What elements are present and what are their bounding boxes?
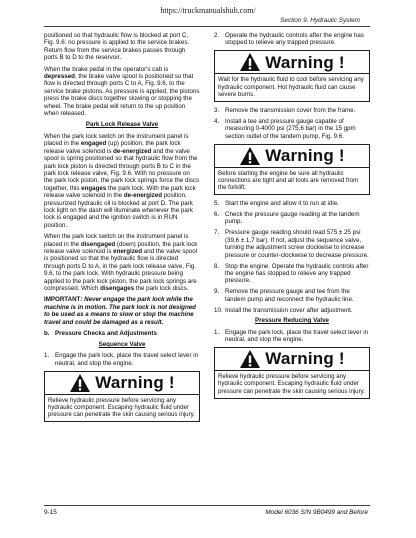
subsection-b: b. Pressure Checks and Adjustments <box>44 330 157 338</box>
model-footer: Model 6036 S/N 9B0499 and Before <box>265 509 368 516</box>
warning-triangle-icon <box>239 146 261 166</box>
step-7: 7. Pressure gauge reading should read 575 ± 25 psi (39,6 ± 1,7 bar). If not, adjust the sequence valve, turning the adjustment screw clockwise to increase pressure or counter-clockwise to decrease pressure. <box>214 229 369 259</box>
warning-header <box>215 145 369 168</box>
warning-box <box>214 50 370 102</box>
right-column <box>214 32 370 404</box>
step-10: 10. Install the transmission cover after adjustment. <box>214 306 353 314</box>
step-6: 6. Check the pressure gauge reading at the tandem pump. <box>214 211 360 226</box>
warning-box <box>44 371 200 423</box>
step-9: 9. Remove the pressure gauge and tee from the tandem pump and reconnect the hydraulic line. <box>214 288 354 303</box>
warning-header <box>215 348 369 371</box>
header-rule <box>44 26 370 27</box>
section-header: Section 9. Hydraulic System <box>280 17 360 24</box>
sequence-step-1: 1. Engage the park lock, place the travel select lever in neutral, and stop the engine. <box>44 352 199 367</box>
warning-box <box>214 347 370 399</box>
warning-label: Warning ! <box>265 349 345 369</box>
important-note: IMPORTANT: Never engage the park lock while the machine is in motion. The park lock is not designed to be used as a means to slow or stop the machine travel and could be damaged as a result. <box>44 296 196 326</box>
warning-text: Before starting the engine be sure all hydraulic connections are tight and all tools are removed from the forklift. <box>218 169 359 191</box>
intro-paragraph: positioned so that hydraulic flow is blocked at port C, Fig. 9.6: no pressure is applied to the service brakes. Return flow from the service brakes passes through ports B to D to the reservoir. <box>44 32 190 62</box>
park-lock-heading: Park Lock Release Valve <box>85 121 159 129</box>
prv-step-1: 1. Engage the park lock, place the travel select lever in neutral, and stop the engine. <box>214 328 369 344</box>
warning-header <box>215 51 369 74</box>
warning-text: Relieve hydraulic pressure before servicing any hydraulic component. Escaping hydraulic fluid under pressure can penetrate the skin causing serious injury. <box>48 396 195 419</box>
pressure-reducing-valve-heading: Pressure Reducing Valve <box>255 317 329 325</box>
warning-label: Warning ! <box>265 52 345 72</box>
sequence-valve-heading: Sequence Valve <box>98 340 146 348</box>
warning-label: Warning ! <box>95 372 175 392</box>
left-column <box>44 32 200 427</box>
step-3: 3. Remove the transmission cover from the frame. <box>214 106 356 114</box>
step-2: 2. Operate the hydraulic controls after the engine has stopped to relieve any trapped pressure. <box>214 32 364 47</box>
step-8: 8. Stop the engine. Operate the hydraulic controls after the engine has stopped to relieve any trapped pressure. <box>214 262 369 285</box>
brake-paragraph: When the brake pedal in the operator's cab is depressed, the brake valve spool is positioned so that flow is directed through ports C to A, Fig. 9.6, to the service brake pistons. As pressure is applied, the pistons press the brake discs together slowing or stopping the wheel. The brake pedal will return to the up position when released. <box>44 65 200 118</box>
page-number: 9-15 <box>44 509 57 516</box>
footer-rule <box>44 505 370 506</box>
warning-triangle-icon <box>69 373 91 393</box>
park-engaged-paragraph: When the park lock switch on the instrument panel is placed in the engaged (up) position, the park lock release valve solenoid is de-energized and the valve spool is spring positioned so that hydraulic flow from the park lock piston is directed through ports B to C in the park lock release valve, Fig. 9.6. With no pressure on the park lock piston, the park lock springs force the discs together, this engages the park lock. With the park lock release valve solenoid in the de-energized position, pressurized hydraulic oil is blocked at port D. The park lock light on the dash will illuminate whenever the park lock is engaged and the ignition switch is in RUN position. <box>44 132 200 229</box>
warning-box <box>214 144 370 196</box>
source-url: https://truckmanualshub.com/ <box>160 6 256 15</box>
park-disengaged-paragraph: When the park lock switch on the instrument panel is placed in the disengaged (down) position, the park lock release valve solenoid is energized and the valve spool is positioned so that the hydraulic flow is directed through ports D to A, in the park lock release valve, Fig. 9.6, to the park lock. With hydraulic pressure being applied to the park lock piston, the park lock springs are compressed. Which disengages the park lock discs. <box>44 233 198 292</box>
warning-text: Wait for the hydraulic fluid to cool before servicing any hydraulic component. Hot hydraulic fluid can cause severe burns. <box>218 76 364 98</box>
warning-header <box>45 372 199 395</box>
warning-text: Relieve hydraulic pressure before servicing any hydraulic component. Escaping hydraulic fluid under pressure can penetrate the skin causing serious injury. <box>218 373 365 395</box>
warning-triangle-icon <box>239 349 261 369</box>
warning-label: Warning ! <box>265 145 345 165</box>
warning-triangle-icon <box>239 52 261 72</box>
step-4: 4. Install a tee and pressure gauge capable of measuring 0-4000 psi (275,6 bar) in the 15 gpm section outlet of the tandem pump, Fig. 9.6. <box>214 117 356 140</box>
step-5: 5. Start the engine and allow it to run at idle. <box>214 200 339 208</box>
